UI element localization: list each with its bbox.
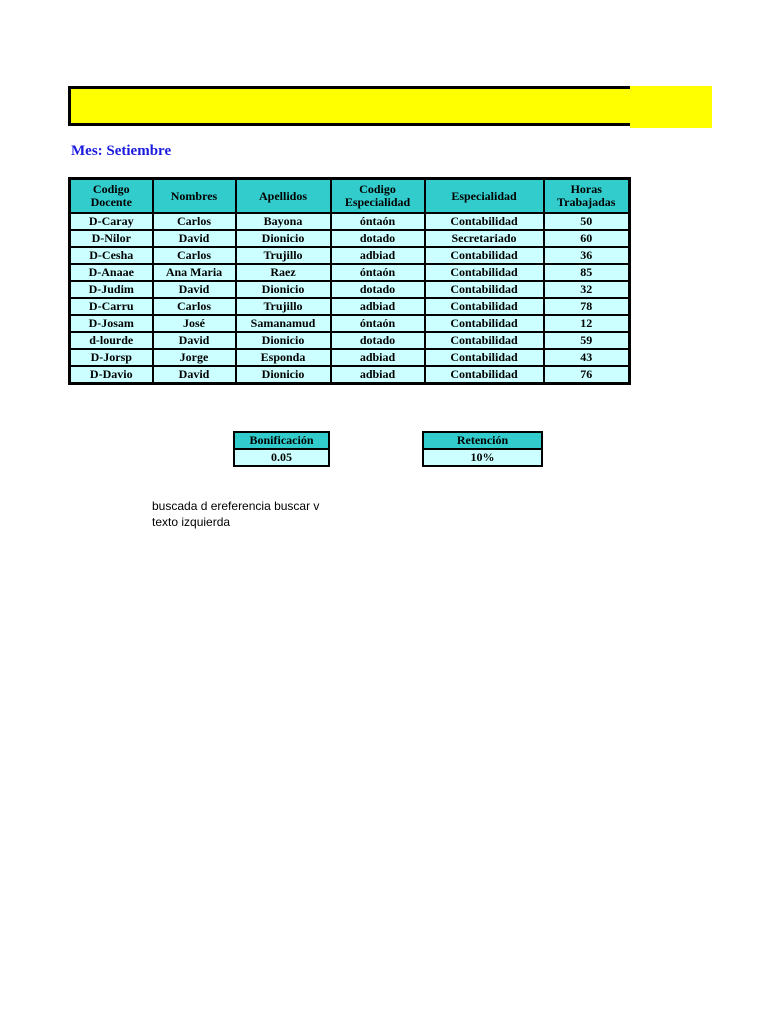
cell-codigo-docente[interactable]: d-lourde (70, 332, 153, 349)
cell-codigo-docente[interactable]: D-Cesha (70, 247, 153, 264)
cell-apellidos[interactable]: Dionicio (236, 366, 331, 384)
bonificacion-table (233, 431, 330, 467)
cell-especialidad[interactable]: Contabilidad (425, 213, 544, 230)
bonificacion-value[interactable]: 0.05 (234, 449, 329, 466)
cell-especialidad[interactable]: Secretariado (425, 230, 544, 247)
note-text (152, 498, 319, 530)
table-row (70, 247, 630, 264)
cell-horas-trabajadas[interactable]: 32 (544, 281, 630, 298)
table-row (70, 315, 630, 332)
table-row (70, 230, 630, 247)
header-horas-trabajadas[interactable]: Horas Trabajadas (544, 179, 630, 214)
cell-nombres[interactable]: David (153, 366, 236, 384)
cell-horas-trabajadas[interactable]: 60 (544, 230, 630, 247)
cell-codigo-docente[interactable]: D-Carru (70, 298, 153, 315)
header-codigo-especialidad[interactable]: Codigo Especialidad (331, 179, 425, 214)
cell-especialidad[interactable]: Contabilidad (425, 298, 544, 315)
cell-especialidad[interactable]: Contabilidad (425, 264, 544, 281)
table-header-row (70, 179, 630, 214)
title-bar-extension (630, 86, 712, 128)
cell-especialidad[interactable]: Contabilidad (425, 349, 544, 366)
header-apellidos[interactable]: Apellidos (236, 179, 331, 214)
cell-codigo-especialidad[interactable]: óntaón (331, 315, 425, 332)
table-row (70, 281, 630, 298)
cell-apellidos[interactable]: Dionicio (236, 281, 331, 298)
cell-apellidos[interactable]: Samanamud (236, 315, 331, 332)
cell-apellidos[interactable]: Trujillo (236, 298, 331, 315)
cell-especialidad[interactable]: Contabilidad (425, 315, 544, 332)
cell-codigo-especialidad[interactable]: adbiad (331, 349, 425, 366)
cell-nombres[interactable]: Carlos (153, 213, 236, 230)
cell-codigo-especialidad[interactable]: adbiad (331, 298, 425, 315)
cell-nombres[interactable]: Jorge (153, 349, 236, 366)
cell-codigo-docente[interactable]: D-Caray (70, 213, 153, 230)
cell-codigo-especialidad[interactable]: óntaón (331, 264, 425, 281)
cell-horas-trabajadas[interactable]: 36 (544, 247, 630, 264)
cell-apellidos[interactable]: Dionicio (236, 332, 331, 349)
cell-especialidad[interactable]: Contabilidad (425, 247, 544, 264)
table-row (70, 349, 630, 366)
bonificacion-label[interactable]: Bonificación (234, 432, 329, 449)
cell-horas-trabajadas[interactable]: 78 (544, 298, 630, 315)
header-nombres[interactable]: Nombres (153, 179, 236, 214)
table-row (70, 298, 630, 315)
cell-codigo-docente[interactable]: D-Josam (70, 315, 153, 332)
cell-especialidad[interactable]: Contabilidad (425, 366, 544, 384)
cell-codigo-especialidad[interactable]: adbiad (331, 366, 425, 384)
cell-horas-trabajadas[interactable]: 12 (544, 315, 630, 332)
cell-horas-trabajadas[interactable]: 85 (544, 264, 630, 281)
cell-codigo-docente[interactable]: D-Davio (70, 366, 153, 384)
cell-codigo-docente[interactable]: D-Nilor (70, 230, 153, 247)
cell-codigo-especialidad[interactable]: óntaón (331, 213, 425, 230)
cell-codigo-especialidad[interactable]: dotado (331, 332, 425, 349)
header-especialidad[interactable]: Especialidad (425, 179, 544, 214)
cell-apellidos[interactable]: Trujillo (236, 247, 331, 264)
cell-nombres[interactable]: Carlos (153, 298, 236, 315)
table-row (70, 332, 630, 349)
cell-codigo-especialidad[interactable]: dotado (331, 281, 425, 298)
cell-especialidad[interactable]: Contabilidad (425, 332, 544, 349)
header-codigo-docente[interactable]: Codigo Docente (70, 179, 153, 214)
cell-apellidos[interactable]: Raez (236, 264, 331, 281)
retencion-table (422, 431, 543, 467)
cell-apellidos[interactable]: Bayona (236, 213, 331, 230)
cell-apellidos[interactable]: Esponda (236, 349, 331, 366)
table-row (70, 264, 630, 281)
cell-nombres[interactable]: Carlos (153, 247, 236, 264)
cell-nombres[interactable]: Ana Maria (153, 264, 236, 281)
cell-codigo-docente[interactable]: D-Jorsp (70, 349, 153, 366)
title-bar (68, 86, 630, 126)
cell-codigo-docente[interactable]: D-Judim (70, 281, 153, 298)
cell-especialidad[interactable]: Contabilidad (425, 281, 544, 298)
cell-nombres[interactable]: David (153, 281, 236, 298)
cell-apellidos[interactable]: Dionicio (236, 230, 331, 247)
cell-horas-trabajadas[interactable]: 50 (544, 213, 630, 230)
cell-codigo-especialidad[interactable]: dotado (331, 230, 425, 247)
teachers-table (68, 177, 631, 385)
cell-codigo-especialidad[interactable]: adbiad (331, 247, 425, 264)
cell-nombres[interactable]: José (153, 315, 236, 332)
note-line-2: texto izquierda (152, 515, 231, 529)
table-row (70, 366, 630, 384)
month-label: Mes: Setiembre (71, 143, 172, 159)
table-row (70, 213, 630, 230)
cell-horas-trabajadas[interactable]: 59 (544, 332, 630, 349)
cell-nombres[interactable]: David (153, 230, 236, 247)
cell-codigo-docente[interactable]: D-Anaae (70, 264, 153, 281)
note-line-1: buscada d ereferencia buscar v (152, 499, 320, 513)
cell-horas-trabajadas[interactable]: 76 (544, 366, 630, 384)
retencion-value[interactable]: 10% (423, 449, 542, 466)
cell-horas-trabajadas[interactable]: 43 (544, 349, 630, 366)
cell-nombres[interactable]: David (153, 332, 236, 349)
retencion-label[interactable]: Retención (423, 432, 542, 449)
